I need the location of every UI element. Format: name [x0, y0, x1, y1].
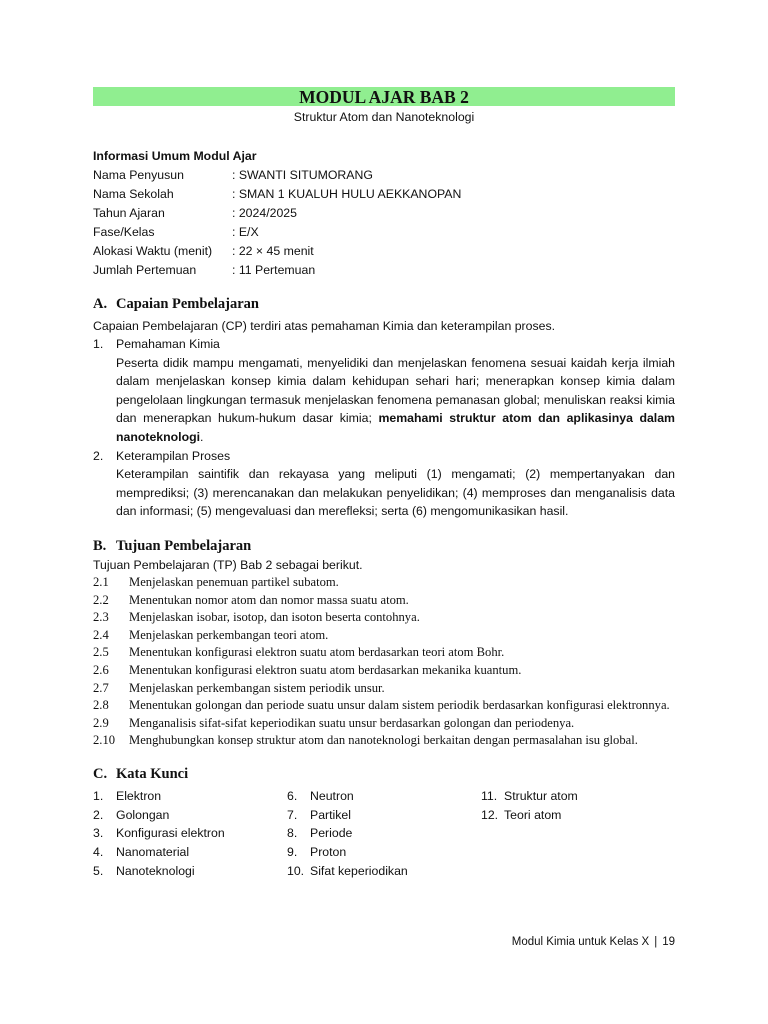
module-subtitle: Struktur Atom dan Nanoteknologi [293, 110, 475, 124]
cp-text-end: . [200, 429, 204, 444]
keyword-number: 12. [481, 807, 499, 822]
tp-item [93, 574, 675, 592]
keyword-text: Neutron [310, 788, 354, 803]
info-row [93, 223, 675, 242]
info-value: : 11 Pertemuan [232, 263, 316, 277]
keyword-item [93, 862, 287, 881]
cp-item [93, 335, 675, 447]
cp-item-title: Pemahaman Kimia [116, 337, 220, 351]
tp-text: Menentukan golongan dan periode suatu unsur dalam sistem periodik berdasarkan konfigurasi elektronnya. [129, 698, 670, 713]
info-table [93, 166, 675, 280]
section-a-heading [93, 294, 675, 314]
info-row [93, 185, 675, 204]
cp-intro: Capaian Pembelajaran (CP) terdiri atas pemahaman Kimia dan keterampilan proses. [93, 319, 556, 333]
keyword-text: Nanomaterial [116, 845, 190, 860]
info-value: : SWANTI SITUMORANG [232, 168, 373, 182]
tp-text: Menjelaskan penemuan partikel subatom. [129, 574, 339, 589]
keyword-number: 2. [93, 807, 104, 822]
section-c-heading [93, 764, 675, 784]
section-letter: B. [93, 537, 107, 554]
tp-item [93, 697, 675, 715]
cp-item-title: Keterampilan Proses [116, 448, 231, 463]
keyword-item [287, 843, 481, 862]
info-heading: Informasi Umum Modul Ajar [93, 149, 257, 163]
tp-text: Menjelaskan isobar, isotop, dan isoton beserta contohnya. [129, 610, 420, 625]
section-letter: A. [93, 296, 108, 312]
tp-text: Menentukan nomor atom dan nomor massa suatu atom. [129, 592, 409, 607]
keyword-text: Teori atom [504, 807, 562, 822]
module-title: MODUL AJAR BAB 2 [93, 87, 675, 106]
keyword-column [287, 787, 481, 881]
tp-item [93, 627, 675, 645]
tp-item [93, 662, 675, 680]
tp-item [93, 609, 675, 627]
info-row [93, 261, 675, 280]
section-letter: C. [93, 765, 108, 782]
keyword-number: 11. [481, 788, 498, 803]
footer-separator: | [654, 936, 658, 948]
page-footer [512, 933, 675, 951]
info-value: : 22 × 45 menit [232, 244, 314, 258]
info-label: Tahun Ajaran [93, 206, 165, 220]
keyword-item [481, 806, 675, 825]
keyword-number: 8. [287, 826, 298, 841]
cp-text-plain: Peserta didik mampu mengamati, menyelidiki dan menjelaskan fenomena sesuai kaidah kerja ilmiah dalam menjelaskan konsep kimia dalam kehidupan sehari hari; menerapkan konsep kimia dalam pengelolaan lingkungan termasuk menjelaskan fenomena pemanasan global; menuliskan reaksi kimia dan menerapkan hukum-hukum dasar kimia; [116, 355, 675, 426]
info-label: Fase/Kelas [93, 225, 155, 239]
keyword-number: 1. [93, 788, 104, 803]
tp-number: 2.4 [93, 627, 109, 642]
keyword-number: 6. [287, 788, 298, 803]
cp-item-text [116, 354, 675, 447]
footer-text: Modul Kimia untuk Kelas X [511, 936, 650, 948]
cp-item [93, 447, 675, 521]
keyword-number: 4. [93, 845, 104, 860]
keyword-text: Nanoteknologi [116, 864, 195, 879]
keyword-column [481, 787, 675, 881]
tp-item [93, 592, 675, 610]
page-number: 19 [662, 936, 675, 948]
keyword-item [287, 806, 481, 825]
cp-number: 1. [93, 337, 104, 351]
keyword-text: Proton [310, 845, 347, 860]
info-label: Jumlah Pertemuan [93, 263, 197, 277]
tp-number: 2.8 [93, 698, 109, 713]
section-title: Tujuan Pembelajaran [116, 537, 252, 554]
keyword-column [93, 787, 287, 881]
keyword-item [93, 824, 287, 843]
tp-item [93, 644, 675, 662]
tp-text: Menjelaskan perkembangan teori atom. [129, 627, 329, 642]
tp-number: 2.7 [93, 680, 109, 695]
keyword-grid [93, 787, 675, 881]
tp-number: 2.9 [93, 715, 109, 730]
tp-number: 2.5 [93, 645, 109, 660]
keyword-number: 7. [287, 807, 298, 822]
tp-text: Menghubungkan konsep struktur atom dan nanoteknologi berkaitan dengan permasalahan isu global. [129, 733, 638, 748]
keyword-text: Partikel [310, 807, 352, 822]
keyword-item [481, 787, 675, 806]
keyword-item [287, 824, 481, 843]
keyword-text: Elektron [116, 788, 162, 803]
info-value: : SMAN 1 KUALUH HULU AEKKANOPAN [232, 187, 462, 201]
cp-item-text: Keterampilan saintifik dan rekayasa yang meliputi (1) mengamati; (2) mempertanyakan dan memprediksi; (3) merencanakan dan melakukan penyelidikan; (4) memproses dan menganalisis data dan informasi; (5) mengevaluasi dan merefleksi; serta (6) mengomunikasikan hasil. [116, 467, 675, 519]
info-value: : E/X [232, 225, 259, 239]
tp-number: 2.3 [93, 610, 109, 625]
tp-number: 2.10 [93, 733, 116, 748]
keyword-text: Struktur atom [504, 788, 578, 803]
tp-number: 2.1 [93, 574, 109, 589]
info-label: Nama Penyusun [93, 168, 184, 182]
section-title: Capaian Pembelajaran [116, 296, 259, 312]
tp-text: Menentukan konfigurasi elektron suatu atom berdasarkan teori atom Bohr. [129, 645, 505, 660]
keyword-item [287, 862, 481, 881]
keyword-text: Periode [310, 826, 353, 841]
info-row [93, 242, 675, 261]
keyword-item [287, 787, 481, 806]
info-row [93, 166, 675, 185]
keyword-number: 5. [93, 864, 104, 879]
tp-text: Menjelaskan perkembangan sistem periodik unsur. [129, 680, 385, 695]
keyword-item [93, 787, 287, 806]
document-page [93, 87, 675, 881]
tp-item [93, 732, 675, 750]
info-label: Nama Sekolah [93, 187, 174, 201]
info-value: : 2024/2025 [232, 206, 297, 220]
tp-item [93, 715, 675, 733]
tp-intro: Tujuan Pembelajaran (TP) Bab 2 sebagai berikut. [93, 557, 363, 572]
keyword-number: 10. [287, 864, 305, 879]
section-b-heading [93, 536, 675, 556]
keyword-text: Golongan [116, 807, 170, 822]
keyword-number: 3. [93, 826, 104, 841]
section-title: Kata Kunci [116, 765, 189, 782]
cp-text-bold: memahami struktur atom dan aplikasinya dalam nanoteknologi [116, 411, 675, 444]
info-row [93, 204, 675, 223]
tp-number: 2.2 [93, 592, 109, 607]
keyword-number: 9. [287, 845, 298, 860]
tp-number: 2.6 [93, 662, 109, 677]
keyword-text: Sifat keperiodikan [310, 864, 408, 879]
keyword-item [93, 843, 287, 862]
cp-number: 2. [93, 448, 104, 463]
keyword-text: Konfigurasi elektron [116, 826, 225, 841]
tp-text: Menganalisis sifat-sifat keperiodikan suatu unsur berdasarkan golongan dan periodenya. [129, 715, 575, 730]
keyword-item [93, 806, 287, 825]
tp-item [93, 680, 675, 698]
tp-text: Menentukan konfigurasi elektron suatu atom berdasarkan mekanika kuantum. [129, 662, 522, 677]
info-label: Alokasi Waktu (menit) [93, 244, 213, 258]
